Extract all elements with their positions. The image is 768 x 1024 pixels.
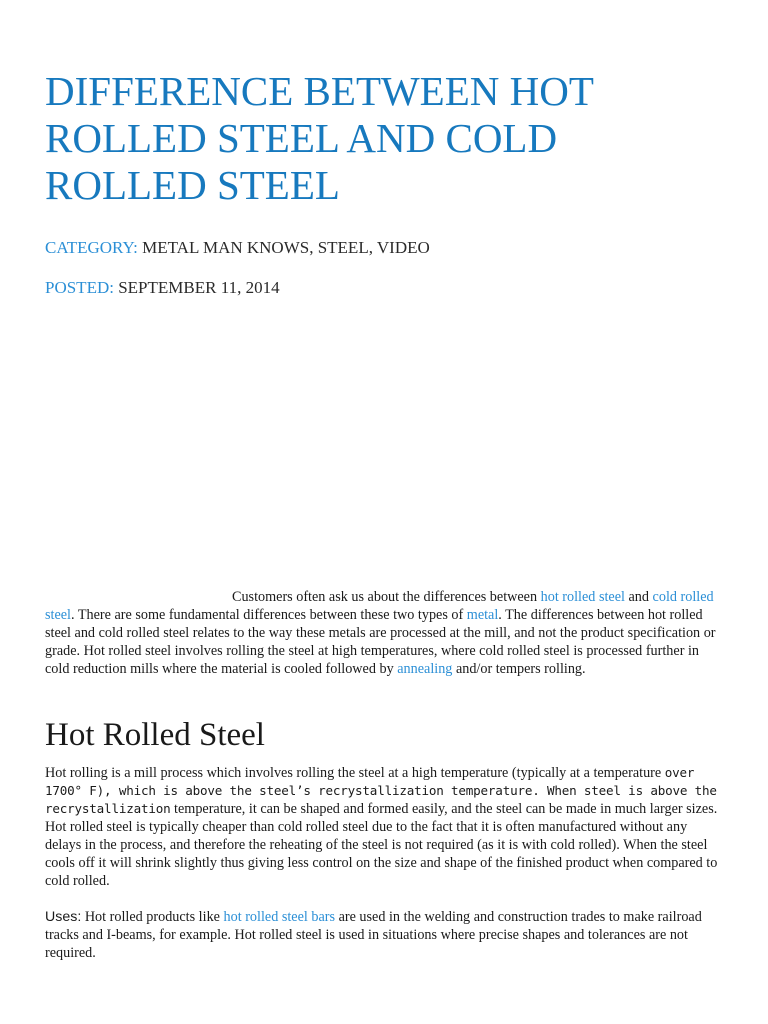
posted-date: SEPTEMBER 11, 2014 [118, 278, 280, 297]
hot-rolled-steel-bars-link[interactable]: hot rolled steel bars [223, 909, 336, 925]
hot-rolled-heading: Hot Rolled Steel [45, 717, 265, 753]
hot-rolled-text-1: Hot rolling is a mill process which involves rolling the steel at a high temperature (typically at a temperature [45, 765, 665, 781]
intro-text-3: . There are some fundamental differences between these two types of [71, 607, 467, 623]
intro-text-1: Customers often ask us about the differences between [232, 589, 541, 605]
category-value: METAL MAN KNOWS, STEEL, VIDEO [142, 238, 430, 257]
uses-label: Uses: [45, 909, 82, 925]
intro-paragraph [45, 588, 725, 678]
posted-line [45, 277, 280, 299]
hot-rolled-text-2: temperature, it can be shaped and formed easily, and the steel can be made in much larger sizes. Hot rolled steel is typically cheaper than cold rolled steel due to the fact that it is often manufactured without any delays in the process, and therefore the reheating of the steel is not required (as it is with cold rolled). When the steel cools off it will shrink slightly thus giving less control on the size and shape of the finished product when compared to cold rolled. [45, 801, 718, 889]
posted-label: POSTED: [45, 278, 114, 297]
metal-link[interactable]: metal [466, 607, 499, 623]
uses-text-1: Hot rolled products like [81, 909, 224, 925]
hot-rolled-paragraph [45, 764, 725, 890]
category-label: CATEGORY: [45, 238, 138, 257]
hot-rolled-steel-link[interactable]: hot rolled steel [540, 589, 625, 605]
annealing-link[interactable]: annealing [397, 661, 453, 677]
intro-text-4: . The differences between hot rolled steel and cold rolled steel relates to the way these metals are processed at the mill, and not the product specification or grade. Hot rolled steel involves rolling the steel at high temperatures, where cold rolled steel is processed further in cold reduction mills where the material is cooled followed by [45, 607, 716, 677]
category-line [45, 237, 430, 259]
intro-text-2: and [624, 589, 653, 605]
intro-text-5: and/or tempers rolling. [452, 661, 586, 677]
uses-paragraph [45, 908, 725, 962]
hot-rolled-text-mono: over 1700° F), which is above the steel’s recrystallization temperature. When steel is above the recrystallization [45, 765, 717, 816]
uses-text-2: are used in the welding and construction trades to make railroad tracks and I-beams, for example. Hot rolled steel is used in situations where precise shapes and tolerances are not required. [45, 909, 702, 961]
page-title: DIFFERENCE BETWEEN HOT ROLLED STEEL AND COLD ROLLED STEEL [45, 68, 594, 208]
cold-rolled-steel-link[interactable]: cold rolled steel [45, 589, 714, 623]
